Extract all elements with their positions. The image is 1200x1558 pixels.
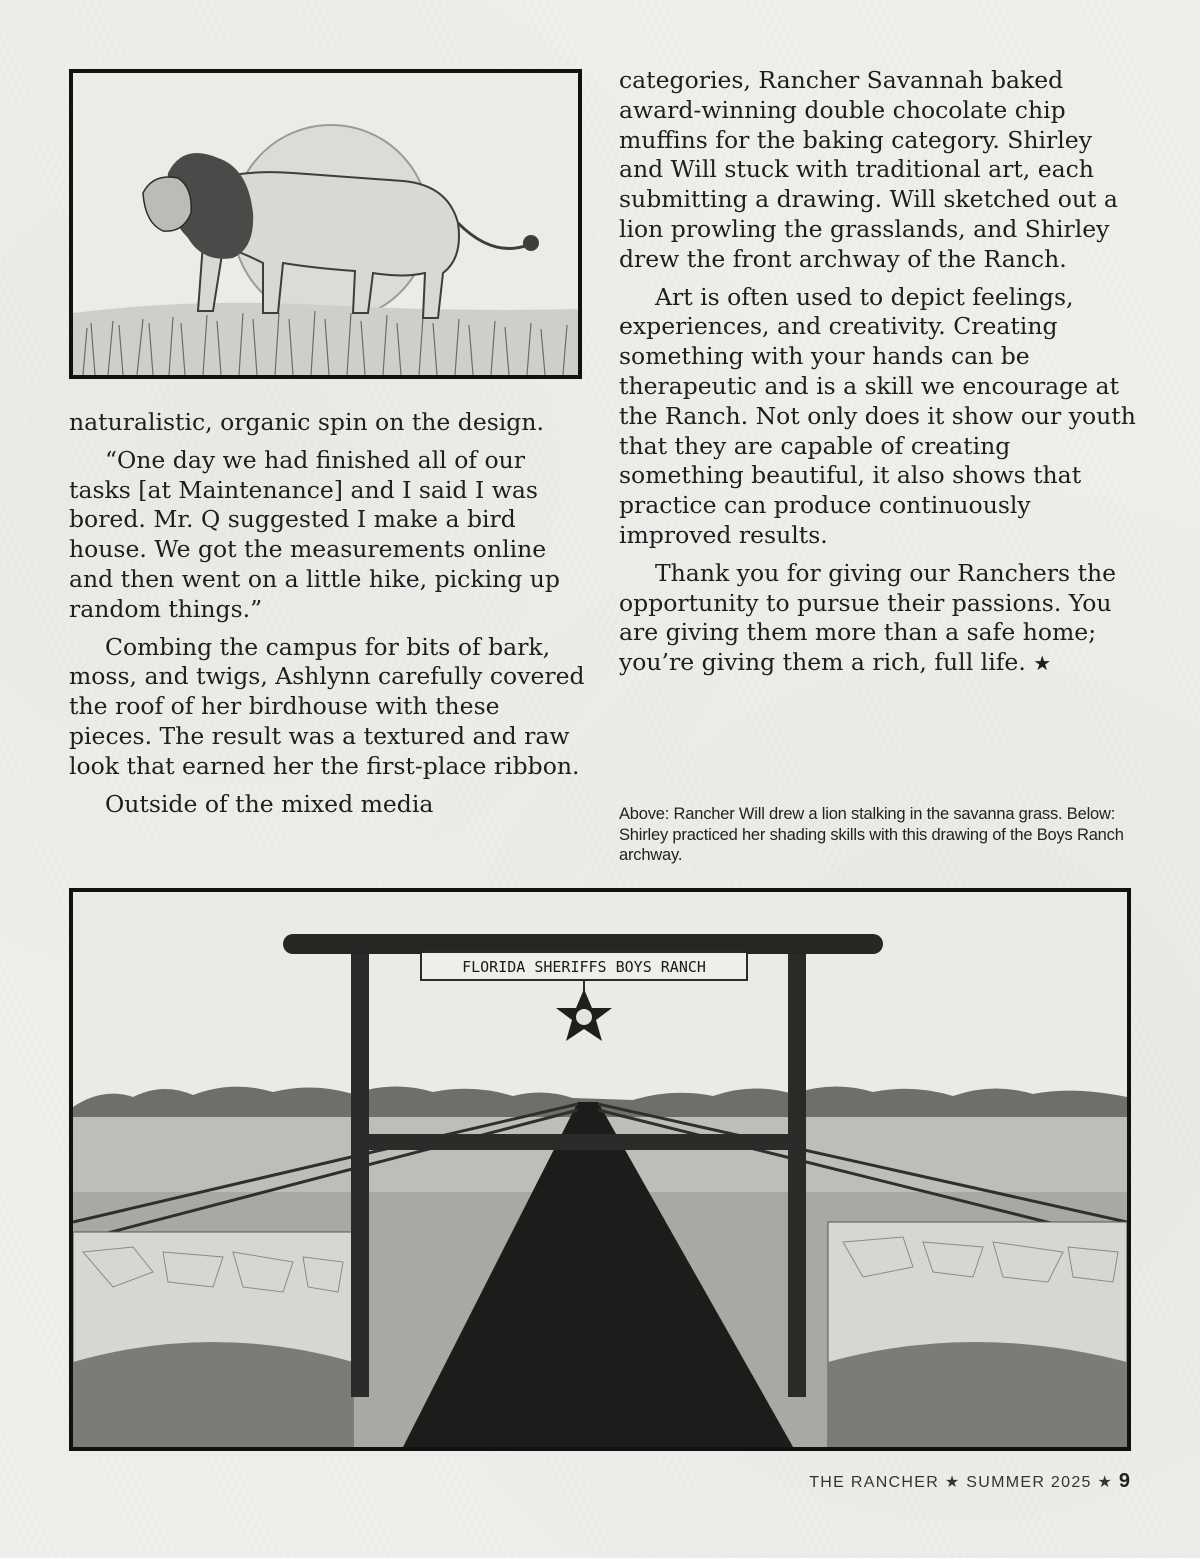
page-number: 9 [1118,1470,1130,1492]
left-paragraph-4: Outside of the mixed media [105,789,434,818]
left-paragraph-3: Combing the campus for bits of bark, moss, and twigs, Ashlynn carefully covered the roof of her birdhouse with these pieces. The result was a textured and raw look that earned her the first-place ribbon. [69,632,585,780]
right-column [619,66,1139,687]
archway-drawing [69,888,1131,1451]
page-footer [809,1470,1130,1493]
right-paragraph-3 [619,559,1139,679]
issue-date: SUMMER 2025 [966,1474,1092,1491]
right-paragraph-1: categories, Rancher Savannah baked award-winning double chocolate chip muffins for the baking category. Shirley and Will stuck with traditional art, each submitting a drawing. Will sketched out a lion prowling the grasslands, and Shirley drew the front archway of the Ranch. [619,66,1118,273]
lion-drawing [69,69,582,379]
footer-separator-icon: ★ [944,1474,961,1491]
left-column [69,408,589,827]
photo-caption: Above: Rancher Will drew a lion stalking in the savanna grass. Below: Shirley practiced her shading skills with this drawing of the Boys Ranch archway. [619,805,1124,864]
end-star-icon: ★ [1033,651,1052,676]
publication-name: THE RANCHER [809,1474,940,1491]
right-paragraph-3-text: Thank you for giving our Ranchers the opportunity to pursue their passions. You are giving them more than a safe home; you’re giving them a rich, full life. [619,558,1117,677]
footer-separator-icon: ★ [1097,1474,1114,1491]
right-paragraph-2: Art is often used to depict feelings, experiences, and creativity. Creating something with your hands can be therapeutic and is a skill we encourage at the Ranch. Not only does it show our youth that they are capable of creating something beautiful, it also shows that practice can produce continuously improved results. [619,282,1136,549]
left-paragraph-1: naturalistic, organic spin on the design. [69,408,544,436]
left-paragraph-2: “One day we had finished all of our tasks [at Maintenance] and I said I was bored. Mr. Q suggested I make a bird house. We got the measurements online and then went on a little hike, picking up random things.” [69,445,560,623]
arch-sign-text: FLORIDA SHERIFFS BOYS RANCH [462,958,706,976]
